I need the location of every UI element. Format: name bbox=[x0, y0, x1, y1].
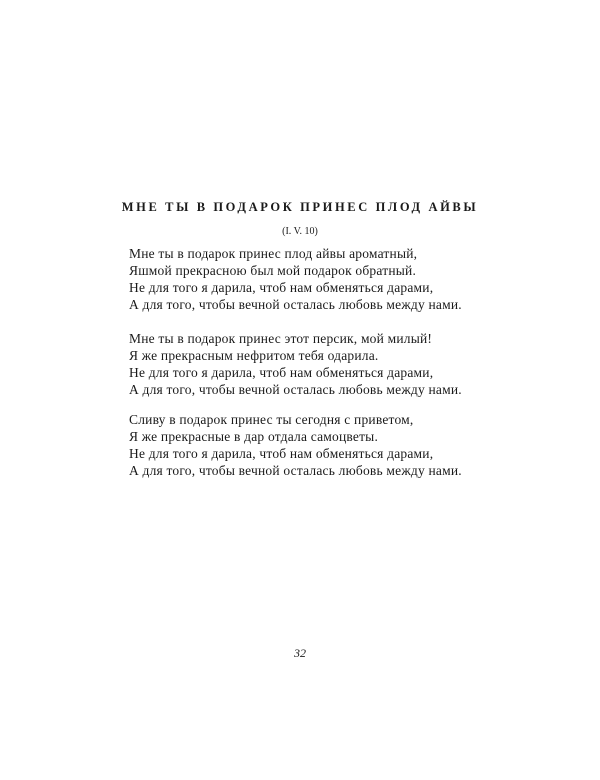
verse-line: А для того, чтобы вечной осталась любовь между нами. bbox=[129, 463, 462, 478]
verse-line: А для того, чтобы вечной осталась любовь между нами. bbox=[129, 382, 462, 397]
verse-line: Сливу в подарок принес ты сегодня с приветом, bbox=[129, 412, 414, 427]
verse-line: Не для того я дарила, чтоб нам обменяться дарами, bbox=[129, 446, 434, 461]
verse-line: А для того, чтобы вечной осталась любовь между нами. bbox=[129, 297, 462, 312]
poem-source-reference: (I. V. 10) bbox=[282, 226, 318, 237]
verse-line: Я же прекрасным нефритом тебя одарила. bbox=[129, 348, 379, 363]
page-number: 32 bbox=[294, 646, 306, 660]
verse-line: Не для того я дарила, чтоб нам обменяться дарами, bbox=[129, 365, 434, 380]
stanza-2 bbox=[129, 330, 509, 398]
verse-line: Мне ты в подарок принес этот персик, мой милый! bbox=[129, 331, 433, 346]
verse-line: Я же прекрасные в дар отдала самоцветы. bbox=[129, 429, 379, 444]
verse-line: Яшмой прекрасною был мой подарок обратный. bbox=[129, 263, 417, 278]
stanza-1 bbox=[129, 245, 509, 313]
verse-line: Мне ты в подарок принес плод айвы ароматный, bbox=[129, 246, 418, 261]
stanza-3 bbox=[129, 411, 509, 479]
poem-title: МНЕ ТЫ В ПОДАРОК ПРИНЕС ПЛОД АЙВЫ bbox=[121, 200, 479, 214]
verse-line: Не для того я дарила, чтоб нам обменяться дарами, bbox=[129, 280, 434, 295]
